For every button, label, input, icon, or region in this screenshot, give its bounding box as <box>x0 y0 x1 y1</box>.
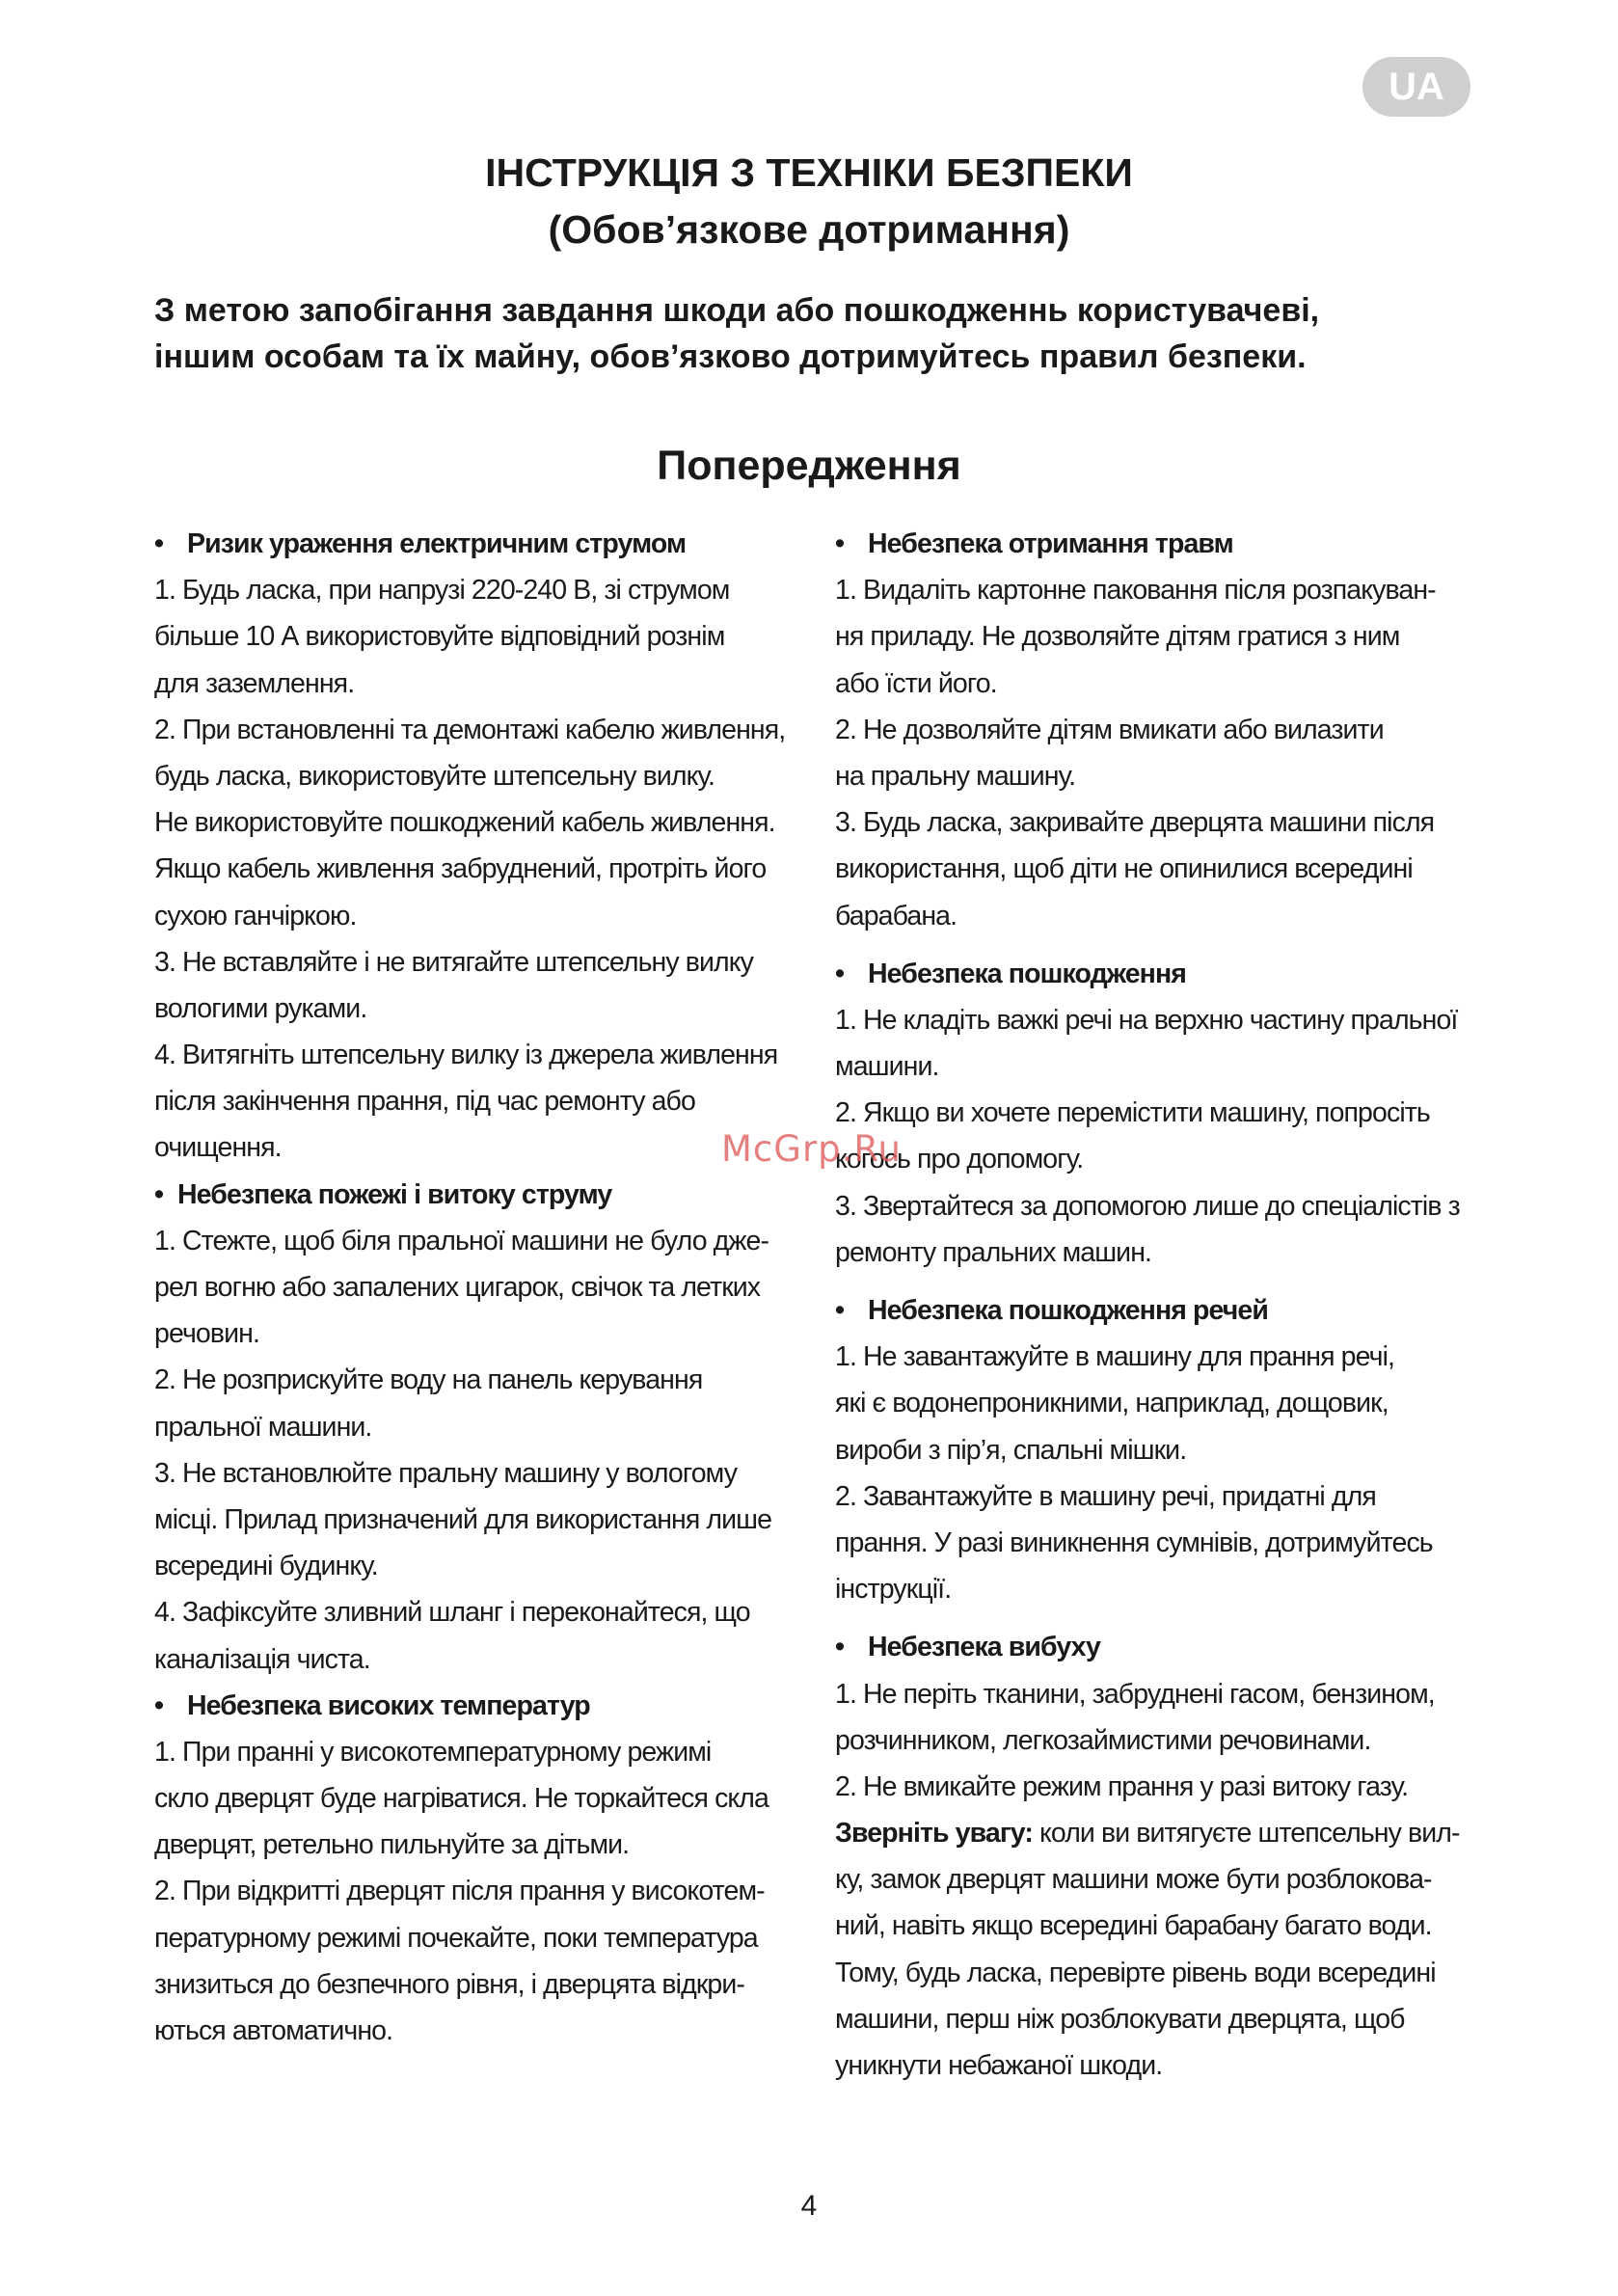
bullet-heading-text: Небезпека пошкодження <box>868 958 1187 989</box>
text-line: для заземлення. <box>154 667 355 699</box>
text-line: дверцят, ретельно пильнуйте за дітьми. <box>154 1829 630 1861</box>
text-line: ний, навіть якщо всередині барабану багато води. <box>835 1910 1432 1942</box>
text-line: 3. Не встановлюйте пральну машину у вологому <box>154 1457 738 1489</box>
document-title: ІНСТРУКЦІЯ З ТЕХНІКИ БЕЗПЕКИ <box>485 150 1133 195</box>
bullet-icon: • <box>835 528 845 559</box>
text-line: всередині будинку. <box>154 1551 378 1582</box>
bullet-heading-items-damage <box>835 1287 1491 1334</box>
text-line: скло дверцят буде нагріватися. Не торкайтеся скла <box>154 1783 769 1815</box>
text-line: 1. Будь ласка, при напрузі 220-240 В, зі струмом <box>154 575 730 607</box>
text-line: когось про допомогу. <box>835 1144 1084 1175</box>
bullet-icon: • <box>154 1689 164 1721</box>
intro-paragraph <box>154 287 1485 380</box>
text-line: місці. Прилад призначений для використання лише <box>154 1503 772 1535</box>
bullet-heading-text: Небезпека отримання травм <box>868 528 1233 559</box>
text-line: вологими руками. <box>154 992 367 1024</box>
note-label: Зверніть увагу: <box>835 1818 1033 1850</box>
intro-line: З метою запобігання завдання шкоди або пошкодженнь користувачеві, <box>154 292 1320 329</box>
text-line: 2. Не вмикайте режим прання у разі витоку газу. <box>835 1770 1409 1802</box>
note-text: коли ви витягуєте штепсельну вил- <box>1032 1818 1460 1850</box>
text-line: речовин. <box>154 1318 259 1350</box>
text-line: 1. При пранні у високотемпературному режимі <box>154 1736 712 1768</box>
watermark: McGrp.Ru <box>721 1128 902 1170</box>
left-column <box>154 521 810 2054</box>
text-line: які є водонепроникними, наприклад, дощовик, <box>835 1388 1389 1419</box>
text-line: 2. Завантажуйте в машину речі, придатні для <box>835 1480 1376 1512</box>
text-line: 2. При встановленні та демонтажі кабелю живлення, <box>154 714 786 745</box>
text-line: Якщо кабель живлення забруднений, протріть його <box>154 853 767 885</box>
text-line: 1. Не завантажуйте в машину для прання речі, <box>835 1341 1395 1373</box>
text-line: 3. Не вставляйте і не витягайте штепсельну вилку <box>154 946 753 978</box>
text-line: 2. Якщо ви хочете перемістити машину, попросіть <box>835 1097 1430 1129</box>
page-number: 4 <box>800 2190 818 2222</box>
bullet-heading-explosion-hazard <box>835 1624 1491 1670</box>
text-line: рел вогню або запалених цигарок, свічок та летких <box>154 1272 761 1303</box>
bullet-icon: • <box>835 1632 845 1663</box>
bullet-heading-text: Ризик ураження електричним струмом <box>187 528 687 559</box>
right-column <box>835 521 1491 2089</box>
text-line: 4. Зафіксуйте зливний шланг і переконайтеся, що <box>154 1597 750 1629</box>
bullet-icon: • <box>835 958 845 989</box>
text-line: Тому, будь ласка, перевірте рівень води всередині <box>835 1957 1436 1988</box>
text-line: знизиться до безпечного рівня, і дверцята відкри- <box>154 1968 744 2000</box>
text-line: 2. Не дозволяйте дітям вмикати або вилазити <box>835 714 1384 745</box>
text-line: очищення. <box>154 1132 282 1164</box>
bullet-heading-high-temperature <box>154 1683 810 1729</box>
text-line: 2. При відкритті дверцят після прання у високотем- <box>154 1876 765 1907</box>
text-line: 1. Стежте, щоб біля пральної машини не було дже- <box>154 1225 769 1256</box>
text-line: ються автоматично. <box>154 2015 393 2046</box>
text-line: 3. Звертайтеся за допомогою лише до спеціалістів з <box>835 1190 1460 1222</box>
text-line: ку, замок дверцят машини може бути розблокова- <box>835 1864 1432 1896</box>
text-line: 3. Будь ласка, закривайте дверцята машини після <box>835 807 1435 839</box>
text-line: вироби з пір’я, спальні мішки. <box>835 1434 1187 1466</box>
bullet-heading-text: Небезпека високих температур <box>187 1689 590 1721</box>
bullet-heading-text: Небезпека вибуху <box>868 1632 1100 1663</box>
text-line: каналізація чиста. <box>154 1643 370 1675</box>
text-line: Не використовуйте пошкоджений кабель живлення. <box>154 807 775 839</box>
text-line: на пральну машину. <box>835 760 1076 792</box>
text-line: сухою ганчіркою. <box>154 900 357 932</box>
bullet-heading-electric-shock <box>154 521 810 567</box>
bullet-icon: • <box>835 1295 845 1326</box>
text-line: прання. У разі виникнення сумнівів, дотримуйтесь <box>835 1526 1433 1558</box>
text-line: уникнути небажаної шкоди. <box>835 2050 1163 2081</box>
bullet-icon: • <box>154 528 164 559</box>
text-line: 4. Витягніть штепсельну вилку із джерела живлення <box>154 1040 778 1071</box>
bullet-heading-fire-hazard <box>154 1172 810 1218</box>
section-heading-warnings: Попередження <box>657 443 961 489</box>
note-first-line <box>835 1810 1491 1856</box>
text-line: 1. Видаліть картонне паковання після розпакуван- <box>835 575 1436 607</box>
text-line: будь ласка, використовуйте штепсельну вилку. <box>154 760 715 792</box>
text-line: пературному режимі почекайте, поки температура <box>154 1922 758 1954</box>
text-line: або їсти його. <box>835 667 997 699</box>
text-line: більше 10 А використовуйте відповідний рознім <box>154 621 725 653</box>
text-line: використання, щоб діти не опинилися всередині <box>835 853 1413 885</box>
text-line: після закінчення прання, під час ремонту або <box>154 1086 695 1118</box>
language-badge: UA <box>1362 57 1470 117</box>
text-line: 2. Не розприскуйте воду на панель керування <box>154 1364 703 1396</box>
text-line: інструкції. <box>835 1574 952 1606</box>
text-line: барабана. <box>835 900 957 932</box>
text-line: ня приладу. Не дозволяйте дітям гратися з ним <box>835 621 1400 653</box>
text-line: 1. Не періть тканини, забруднені гасом, бензином, <box>835 1678 1435 1710</box>
text-line: машини, перш ніж розблокувати дверцята, щоб <box>835 2003 1405 2035</box>
bullet-heading-text: Небезпека пожежі і витоку струму <box>177 1178 612 1210</box>
bullet-heading-injury-hazard <box>835 521 1491 567</box>
document-subtitle: (Обов’язкове дотримання) <box>548 207 1070 252</box>
bullet-heading-text: Небезпека пошкодження речей <box>868 1295 1268 1326</box>
text-line: пральної машини. <box>154 1411 372 1443</box>
text-line: машини. <box>835 1051 939 1083</box>
text-line: розчинником, легкозаймистими речовинами. <box>835 1724 1371 1756</box>
text-line: ремонту пральних машин. <box>835 1236 1152 1268</box>
bullet-heading-damage-hazard <box>835 951 1491 997</box>
bullet-icon: • <box>154 1178 164 1210</box>
text-line: 1. Не кладіть важкі речі на верхню частину пральної <box>835 1004 1458 1036</box>
intro-line: іншим особам та їх майну, обов’язково дотримуйтесь правил безпеки. <box>154 338 1307 375</box>
